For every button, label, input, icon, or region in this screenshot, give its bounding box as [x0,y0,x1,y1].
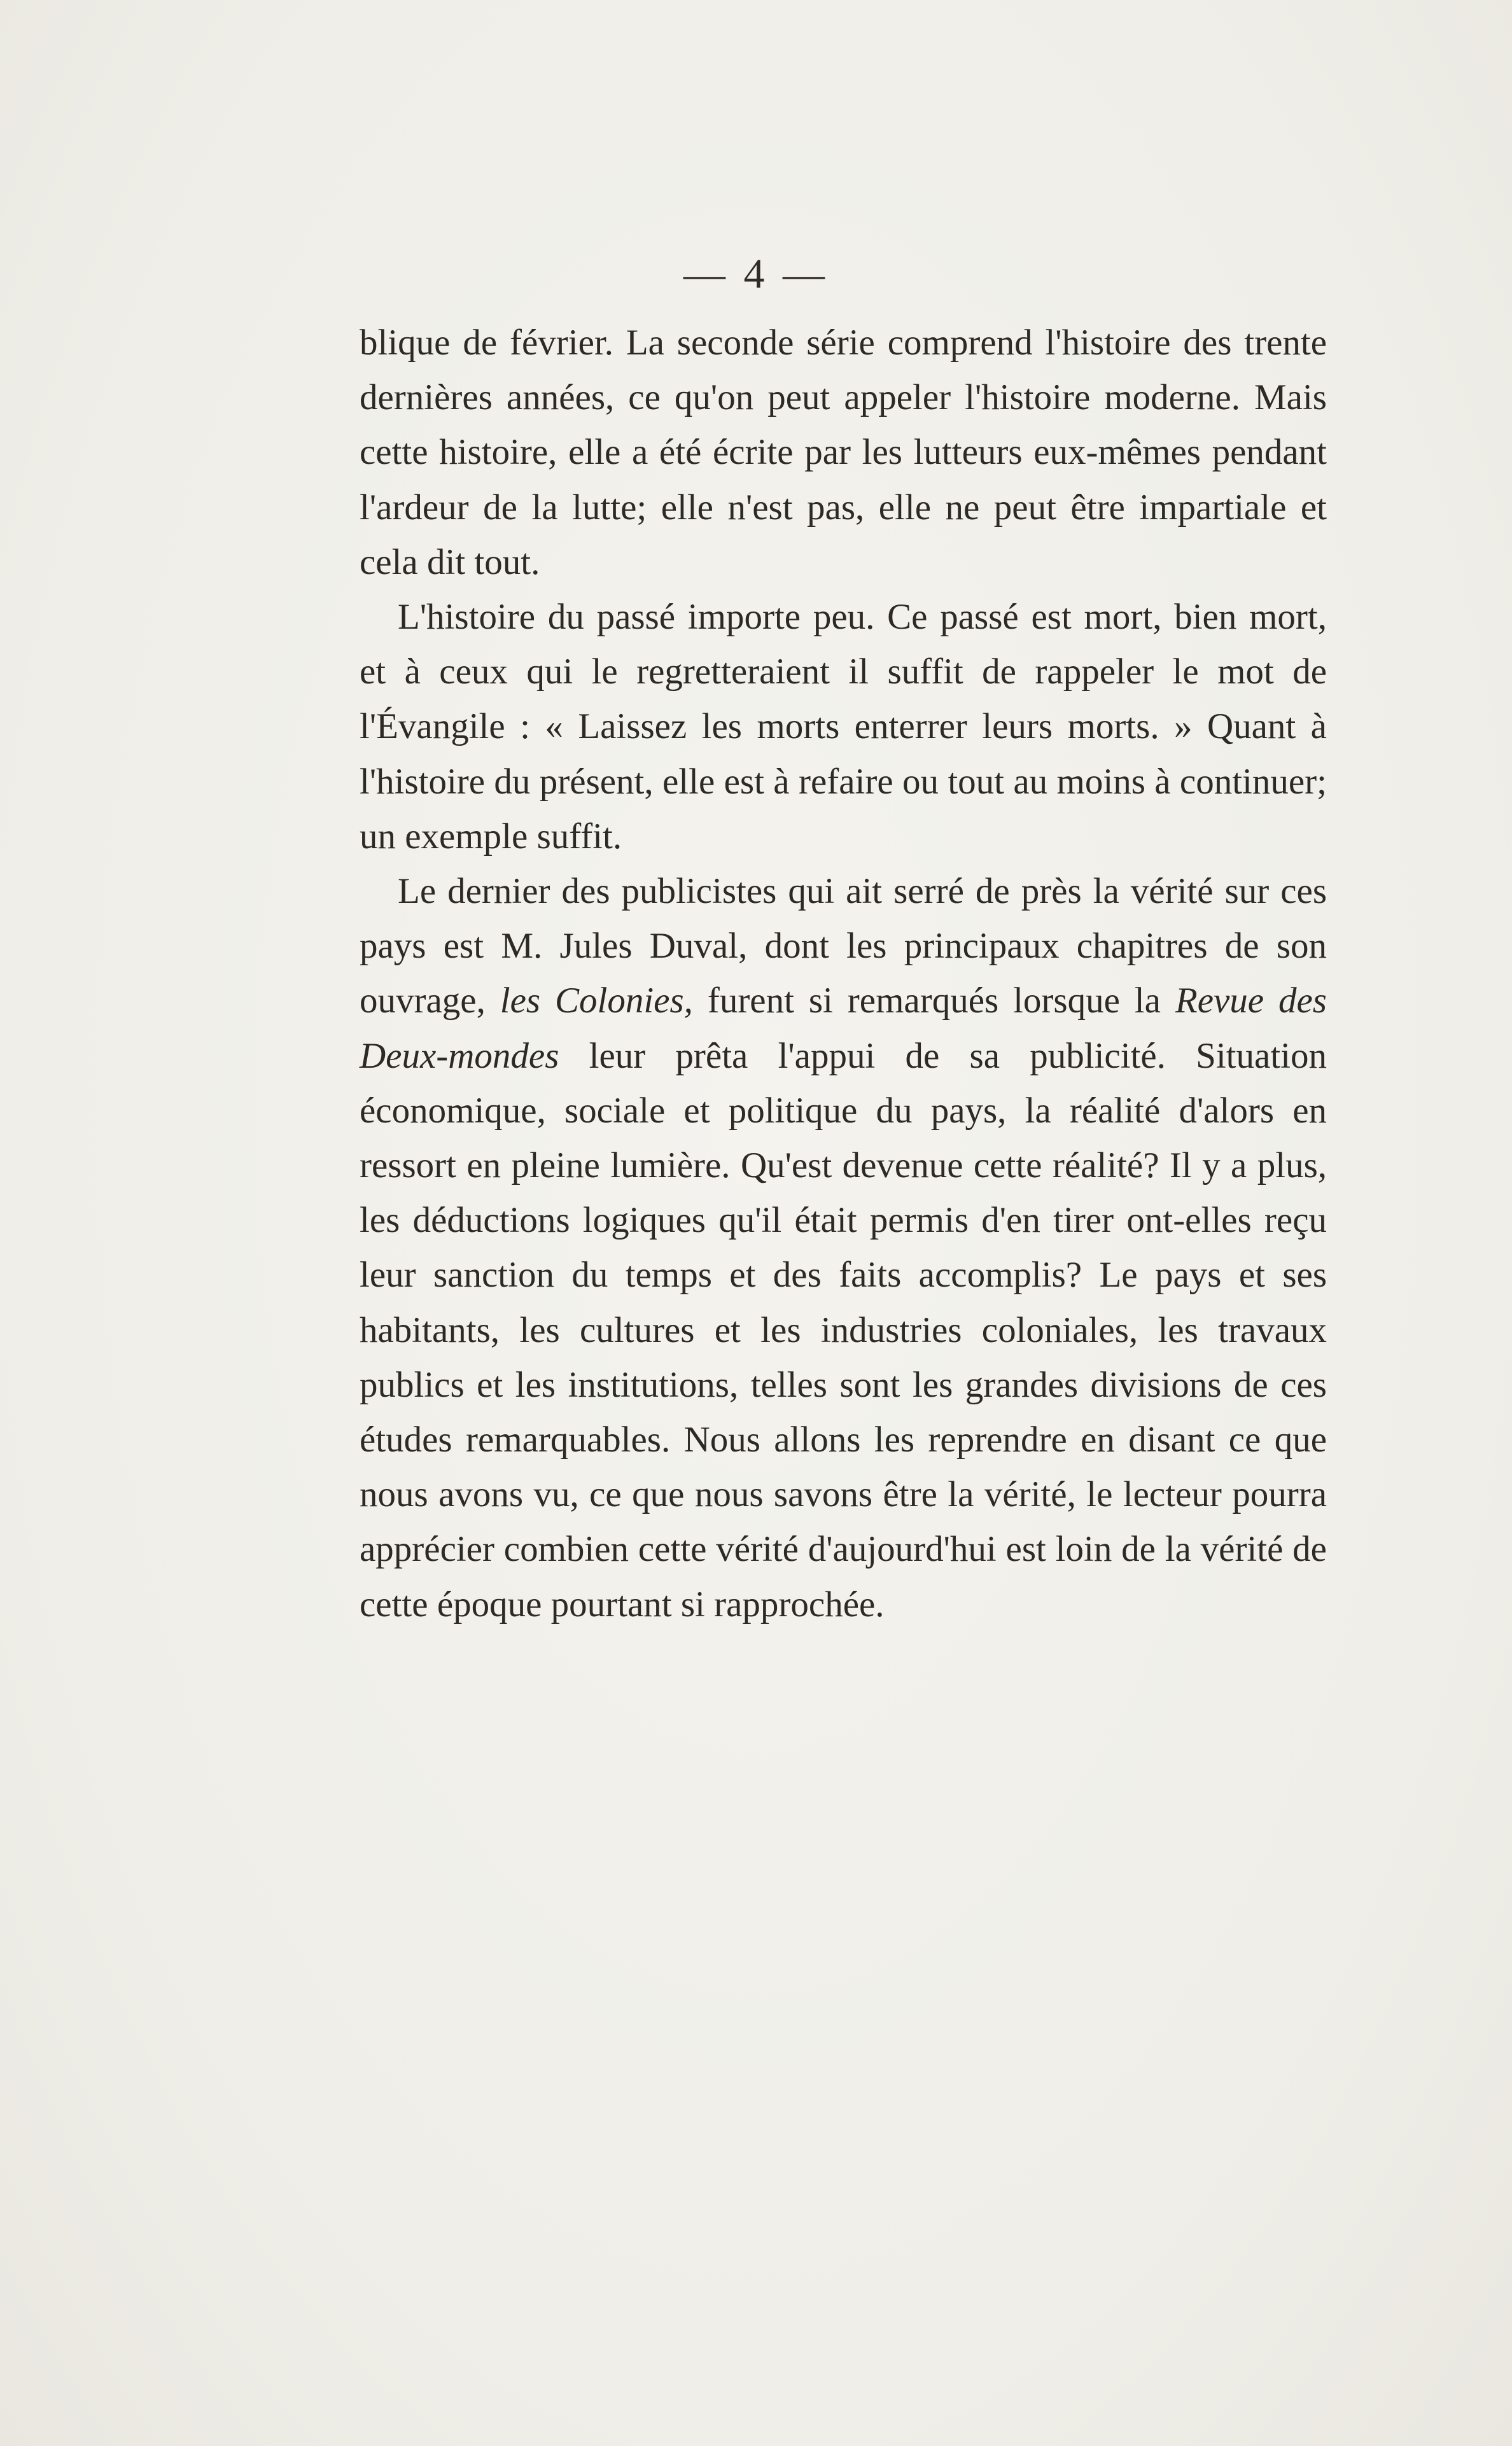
paragraph-3 [360,864,1327,1632]
paragraph-3-part-3: leur prêta l'appui de sa publicité. Situation économique, sociale et politique du pays, la réalité d'alors en ressort en pleine lumière. Qu'est devenue cette réalité? Il y a plus, les déductions logiques qu'il était permis d'en tirer ont-elles reçu leur sanction du temps et des faits accomplis? Le pays et ses habitants, les cultures et les industries coloniales, les travaux publics et les institutions, telles sont les grandes divisions de ces études remarquables. Nous allons les reprendre en disant ce que nous avons vu, ce que nous savons être la vérité, le lecteur pourra apprécier combien cette vérité d'aujourd'hui est loin de la vérité de cette époque pourtant si rapprochée. [360,1035,1327,1625]
body-text [360,316,1327,1632]
title-revue-des-deux-mondes: Revue des Deux-mondes [360,981,1327,1076]
paragraph-3-part-1: Le dernier des publicistes qui ait serré de près la vérité sur ces pays est M. Jules Duval, dont les principaux chapitres de son ouvrage, [360,871,1327,1021]
paragraph-2: L'histoire du passé importe peu. Ce passé est mort, bien mort, et à ceux qui le regretteraient il suffit de rappeler le mot de l'Évangile : « Laissez les morts enterrer leurs morts. » Quant à l'histoire du présent, elle est à refaire ou tout au moins à continuer; un exemple suffit. [360,597,1327,856]
page-number: — 4 — [683,251,829,297]
paragraph-1: blique de février. La seconde série comprend l'histoire des trente dernières années, ce qu'on peut appeler l'histoire moderne. Mais cette histoire, elle a été écrite par les lutteurs eux-mêmes pendant l'ardeur de la lutte; elle n'est pas, elle ne peut être impartiale et cela dit tout. [360,323,1327,582]
title-les-colonies: les Colonies, [500,981,693,1021]
paragraph-3-part-2: furent si remarqués lorsque la [692,981,1175,1021]
